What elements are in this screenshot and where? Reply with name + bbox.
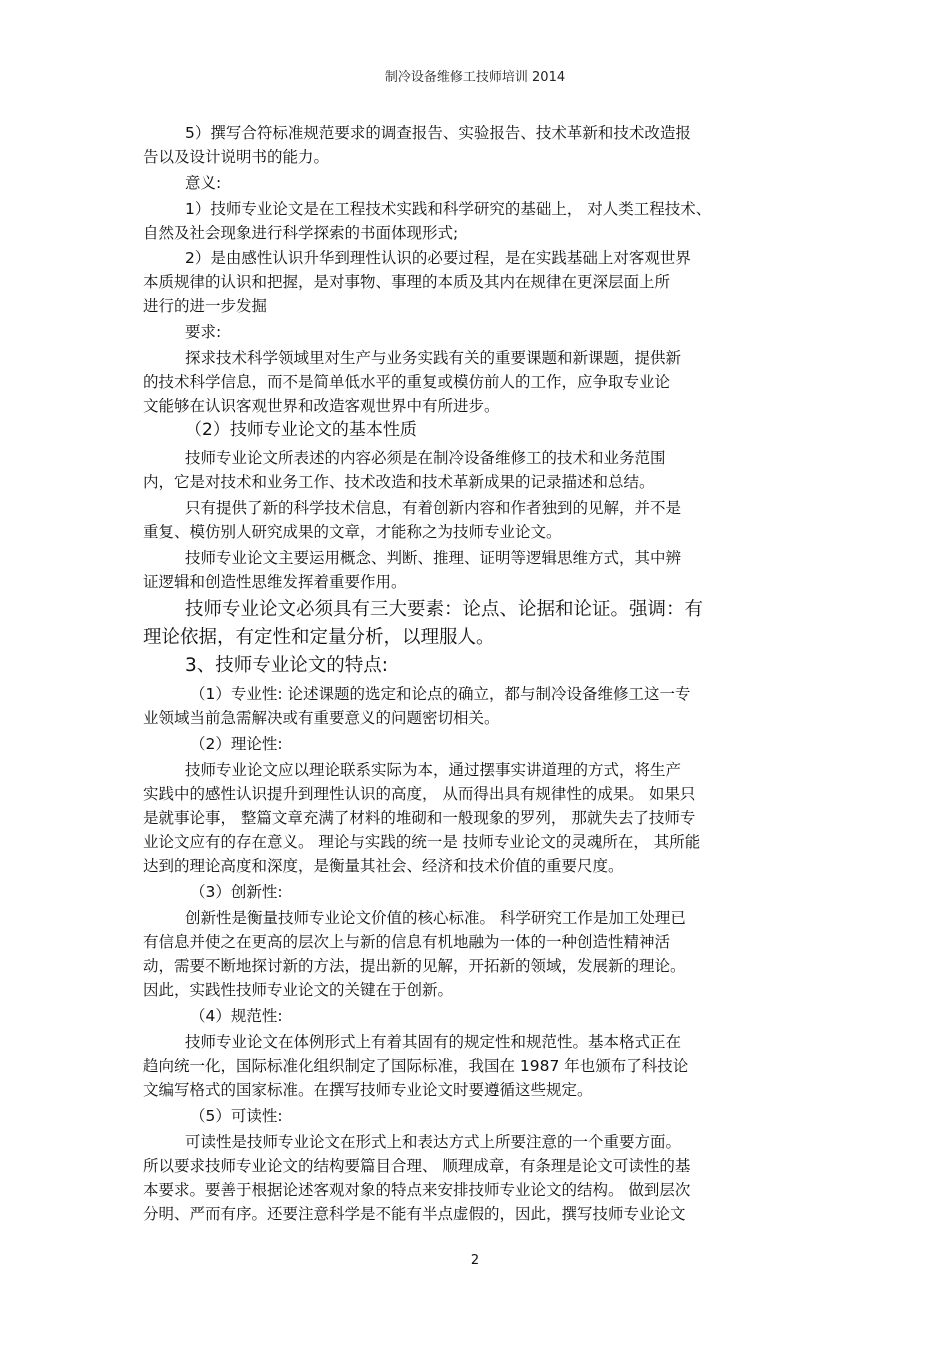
page-number: 2 [470,1253,480,1268]
text-line: 技师专业论文必须具有三大要素：论点、论据和论证。强调：有 [185,599,704,620]
text-line: 业领域当前急需解决或有重要意义的问题密切相关。 [143,709,500,727]
text-line: 所以要求技师专业论文的结构要篇目合理、 顺理成章，有条理是论文可读性的基 [143,1157,691,1175]
text-line: 趋向统一化，国际标准化组织制定了国际标准，我国在 1987 年也颁布了科技论 [143,1057,689,1075]
text-line: 探求技术科学领域里对生产与业务实践有关的重要课题和新课题，提供新 [185,349,682,367]
text-line: 实践中的感性认识提升到理性认识的高度， 从而得出具有规律性的成果。 如果只 [143,785,696,803]
text-line: 重复、模仿别人研究成果的文章，才能称之为技师专业论文。 [143,523,562,541]
text-line: 是就事论事， 整篇文章充满了材料的堆砌和一般现象的罗列， 那就失去了技师专 [143,809,696,827]
text-line: 意义: [185,174,222,192]
text-line: 文能够在认识客观世界和改造客观世界中有所进步。 [143,397,500,415]
text-line: （2）技师专业论文的基本性质 [185,420,417,440]
text-line: 创新性是衡量技师专业论文价值的核心标准。 科学研究工作是加工处理已 [185,909,686,927]
text-line: 本质规律的认识和把握，是对事物、事理的本质及其内在规律在更深层面上所 [143,273,671,291]
text-line: 告以及设计说明书的能力。 [143,148,330,166]
text-line: 因此，实践性技师专业论文的关键在于创新。 [143,981,454,999]
text-line: 1）技师专业论文是在工程技术实践和科学研究的基础上， 对人类工程技术、 [185,200,712,218]
text-line: 业论文应有的存在意义。 理论与实践的统一是 技师专业论文的灵魂所在， 其所能 [143,833,701,851]
text-line: 理论依据，有定性和定量分析，以理服人。 [143,627,495,648]
text-line: 文编写格式的国家标准。在撰写技师专业论文时要遵循这些规定。 [143,1081,593,1099]
text-line: 可读性是技师专业论文在形式上和表达方式上所要注意的一个重要方面。 [185,1133,682,1151]
text-line: （4）规范性: [190,1007,283,1025]
text-line: 达到的理论高度和深度，是衡量其社会、经济和技术价值的重要尺度。 [143,857,624,875]
text-line: （2）理论性: [190,735,283,753]
text-line: （1）专业性: 论述课题的选定和论点的确立，都与制冷设备维修工这一专 [190,685,691,703]
text-line: 自然及社会现象进行科学探索的书面体现形式; [143,224,459,242]
text-line: 进行的进一步发掘 [143,297,268,315]
text-line: 本要求。要善于根据论述客观对象的特点来安排技师专业论文的结构。 做到层次 [143,1181,691,1199]
text-line: 动，需要不断地探讨新的方法，提出新的见解，开拓新的领域，发展新的理论。 [143,957,686,975]
text-line: 技师专业论文主要运用概念、判断、推理、证明等逻辑思维方式，其中辨 [185,549,682,567]
text-line: 2）是由感性认识升华到理性认识的必要过程，是在实践基础上对客观世界 [185,249,691,267]
text-line: 证逻辑和创造性思维发挥着重要作用。 [143,573,407,591]
text-line: 的技术科学信息，而不是简单低水平的重复或模仿前人的工作，应争取专业论 [143,373,671,391]
text-line: 只有提供了新的科学技术信息，有着创新内容和作者独到的见解，并不是 [185,499,682,517]
text-line: 有信息并使之在更高的层次上与新的信息有机地融为一体的一种创造性精神活 [143,933,671,951]
text-line: 技师专业论文应以理论联系实际为本，通过摆事实讲道理的方式，将生产 [185,761,682,779]
text-line: 技师专业论文在体例形式上有着其固有的规定性和规范性。基本格式正在 [185,1033,682,1051]
text-line: （5）可读性: [190,1107,283,1125]
text-line: （3）创新性: [190,883,283,901]
text-line: 3、技师专业论文的特点: [185,655,389,676]
text-line: 内，它是对技术和业务工作、技术改造和技术革新成果的记录描述和总结。 [143,473,655,491]
text-line: 技师专业论文所表述的内容必须是在制冷设备维修工的技术和业务范围 [185,449,666,467]
page-header: 制冷设备维修工技师培训 2014 [384,70,566,85]
text-line: 要求: [185,323,222,341]
text-line: 5）撰写合符标准规范要求的调查报告、实验报告、技术革新和技术改造报 [185,124,691,142]
text-line: 分明、严而有序。还要注意科学是不能有半点虚假的，因此，撰写技师专业论文 [143,1205,686,1223]
